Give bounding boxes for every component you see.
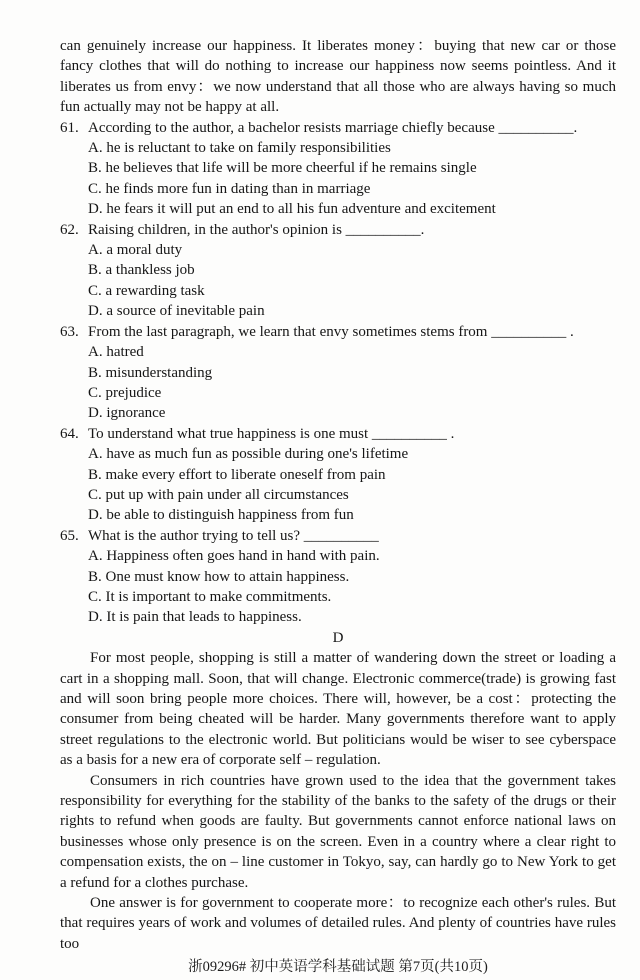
- question-text: Raising children, in the author's opinion is __________.: [88, 221, 425, 238]
- question-62-stem: [60, 220, 616, 240]
- question-number: 62.: [60, 221, 79, 238]
- question-number: 61.: [60, 119, 79, 136]
- question-61-option-d: D. he fears it will put an end to all his fun adventure and excitement: [88, 201, 496, 218]
- question-64-option-c: C. put up with pain under all circumstances: [88, 486, 349, 503]
- question-text: According to the author, a bachelor resists marriage chiefly because __________.: [88, 119, 578, 136]
- question-text: To understand what true happiness is one must __________ .: [88, 425, 455, 442]
- section-d-heading: D: [332, 629, 344, 646]
- question-text: What is the author trying to tell us? __________: [88, 527, 379, 544]
- question-63-option-a: A. hatred: [88, 344, 144, 361]
- question-64-option-d: D. be able to distinguish happiness from fun: [88, 507, 354, 524]
- question-text: From the last paragraph, we learn that envy sometimes stems from __________ .: [88, 323, 574, 340]
- question-64-option-a: A. have as much fun as possible during one's lifetime: [88, 446, 409, 463]
- question-65-stem: [60, 526, 616, 546]
- question-64-stem: [60, 424, 616, 444]
- question-65-option-a: A. Happiness often goes hand in hand with pain.: [88, 548, 380, 565]
- question-number: 64.: [60, 425, 79, 442]
- question-63-stem: [60, 322, 616, 342]
- question-61-option-a: A. he is reluctant to take on family responsibilities: [88, 140, 391, 157]
- page-footer: 浙09296# 初中英语学科基础试题 第7页(共10页): [188, 959, 488, 976]
- question-62-option-d: D. a source of inevitable pain: [88, 303, 265, 320]
- question-63-option-b: B. misunderstanding: [88, 364, 213, 381]
- question-61-option-c: C. he finds more fun in dating than in marriage: [88, 180, 371, 197]
- question-64: [60, 424, 616, 526]
- question-61-option-b: B. he believes that life will be more cheerful if he remains single: [88, 160, 477, 177]
- question-62: [60, 220, 616, 322]
- passage-c-ending: can genuinely increase our happiness. It liberates money：buying that new car or those fancy clothes that will do nothing to increase our happiness now seems pointless. And it liberates us from envy：we now understand that all those who are always having so much fun actually may not be happy at all.: [60, 38, 616, 116]
- question-62-option-c: C. a rewarding task: [88, 282, 205, 299]
- question-62-option-b: B. a thankless job: [88, 262, 195, 279]
- question-62-option-a: A. a moral duty: [88, 242, 183, 259]
- question-65-option-c: C. It is important to make commitments.: [88, 588, 332, 605]
- question-63: [60, 322, 616, 424]
- question-65-option-b: B. One must know how to attain happiness.: [88, 568, 350, 585]
- question-64-option-b: B. make every effort to liberate oneself from pain: [88, 466, 386, 483]
- question-number: 65.: [60, 527, 79, 544]
- passage-d-paragraph-1: For most people, shopping is still a matter of wandering down the street or loading a cart in a shopping mall. Soon, that will change. Electronic commerce(trade) is growing fast and will soon bring people more choices. There will, however, be a cost：protecting the consumer from being cheated will be harder. Many governments therefore want to apply street regulations to the electronic world. But politicians would be wiser to see cyberspace as a basis for a new era of corporate self – regulation.: [60, 650, 616, 769]
- question-65: [60, 526, 616, 628]
- question-61-stem: [60, 118, 616, 138]
- question-61: [60, 118, 616, 220]
- passage-d-paragraph-3: One answer is for government to cooperate more：to recognize each other's rules. But that requires years of work and volumes of detailed rules. And plenty of countries have rules too: [60, 895, 616, 952]
- question-number: 63.: [60, 323, 79, 340]
- question-63-option-c: C. prejudice: [88, 384, 162, 401]
- passage-d-paragraph-2: Consumers in rich countries have grown used to the idea that the government takes responsibility for everything for the stability of the banks to the safety of the drugs or their rights to refund when goods are faulty. But governments cannot enforce national laws on businesses whose only presence is on the screen. Even in a country where a clear right to compensation exists, the on – line customer in Tokyo, say, can hardly go to New York to get a refund for a clothes purchase.: [60, 772, 616, 891]
- question-65-option-d: D. It is pain that leads to happiness.: [88, 609, 302, 626]
- question-63-option-d: D. ignorance: [88, 405, 166, 422]
